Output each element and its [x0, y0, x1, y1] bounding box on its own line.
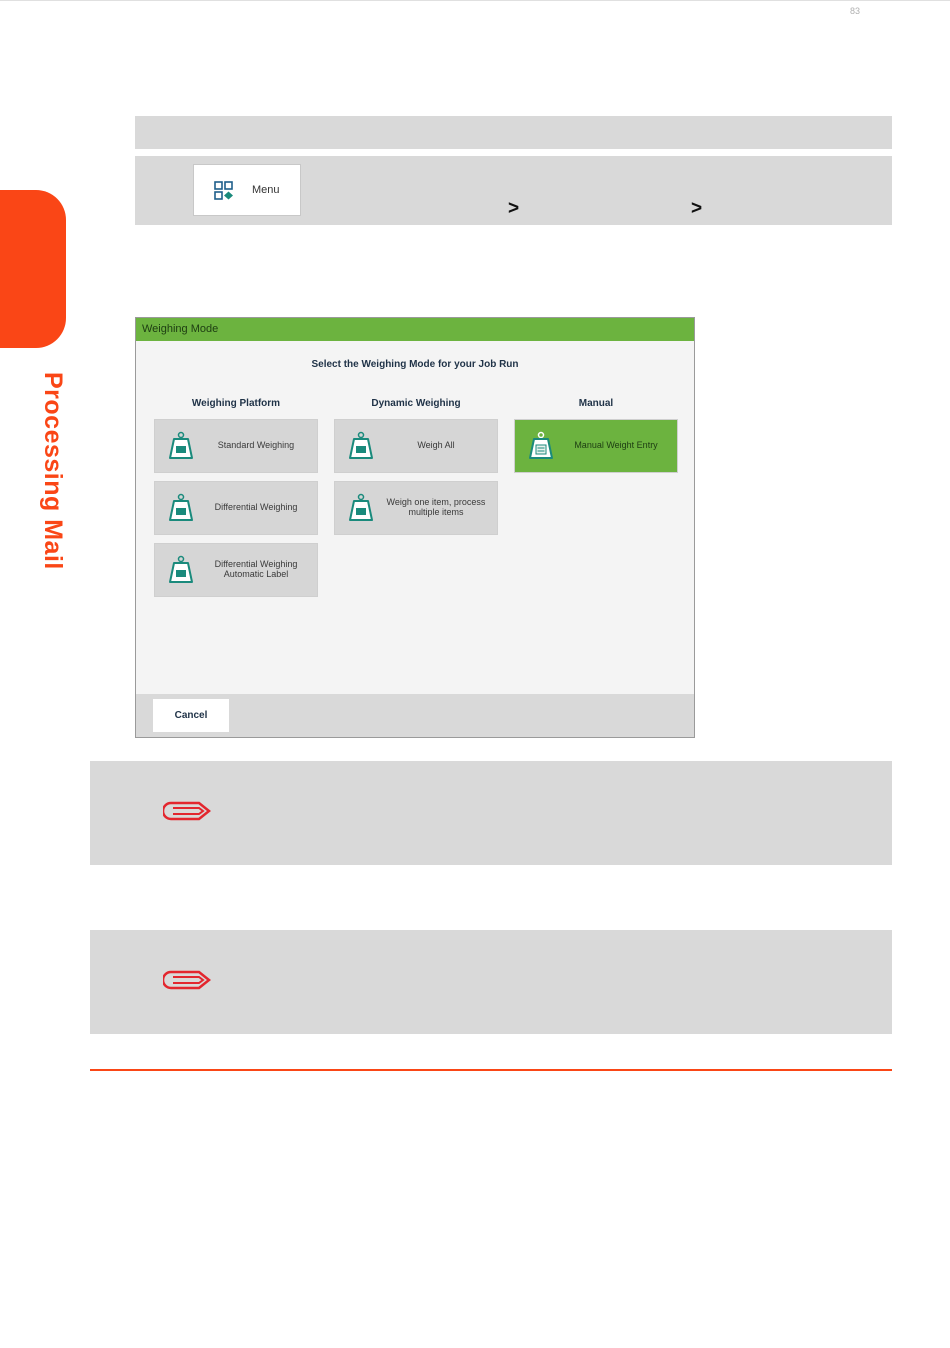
weigh-one-process-multiple-label: Weigh one item, process multiple items: [386, 497, 486, 517]
page-number: 83: [850, 6, 861, 16]
scale-icon: [348, 431, 374, 461]
note-box-2: [90, 930, 892, 1034]
menu-grid-icon: [214, 181, 234, 201]
column-header-dynamic-weighing: Dynamic Weighing: [371, 398, 461, 409]
scale-icon: [168, 555, 194, 585]
scale-icon: [348, 493, 374, 523]
paperclip-icon: [163, 968, 213, 992]
screen-prompt: Select the Weighing Mode for your Job Run: [311, 359, 519, 370]
cancel-button-label: Cancel: [174, 710, 208, 721]
section-rule: [90, 1069, 892, 1071]
column-header-weighing-platform: Weighing Platform: [191, 398, 281, 409]
differential-weighing-automatic-label-label: Differential Weighing Automatic Label: [214, 559, 298, 579]
top-rule: [0, 0, 950, 1]
screen-title: Weighing Mode: [142, 323, 219, 335]
weigh-all-tile[interactable]: [334, 419, 498, 473]
section-label-text: Processing Mail: [39, 372, 67, 570]
manual-scale-icon: [528, 431, 554, 461]
differential-weighing-label: Differential Weighing: [214, 502, 298, 513]
manual-weight-entry-label: Manual Weight Entry: [574, 440, 658, 451]
weigh-all-label: Weigh All: [417, 440, 455, 451]
scale-icon: [168, 431, 194, 461]
differential-weighing-tile[interactable]: [154, 481, 318, 535]
screen-title-bar: [136, 318, 694, 341]
weighing-mode-screen: [135, 317, 695, 738]
menu-button[interactable]: [193, 164, 301, 216]
step-header-bar: [135, 116, 892, 149]
manual-weight-entry-tile[interactable]: [514, 419, 678, 473]
weigh-one-process-multiple-tile[interactable]: [334, 481, 498, 535]
menu-button-label: Menu: [252, 184, 280, 196]
differential-weighing-automatic-label-tile[interactable]: [154, 543, 318, 597]
standard-weighing-label: Standard Weighing: [217, 440, 295, 451]
paperclip-icon: [163, 799, 213, 823]
path-separator-2: >: [691, 198, 703, 219]
note-box-1: [90, 761, 892, 865]
scale-icon: [168, 493, 194, 523]
cancel-button[interactable]: [153, 699, 229, 732]
standard-weighing-tile[interactable]: [154, 419, 318, 473]
section-tab: [0, 190, 66, 348]
section-label: [30, 372, 70, 612]
column-header-manual: Manual: [578, 398, 614, 409]
path-separator-1: >: [508, 198, 520, 219]
